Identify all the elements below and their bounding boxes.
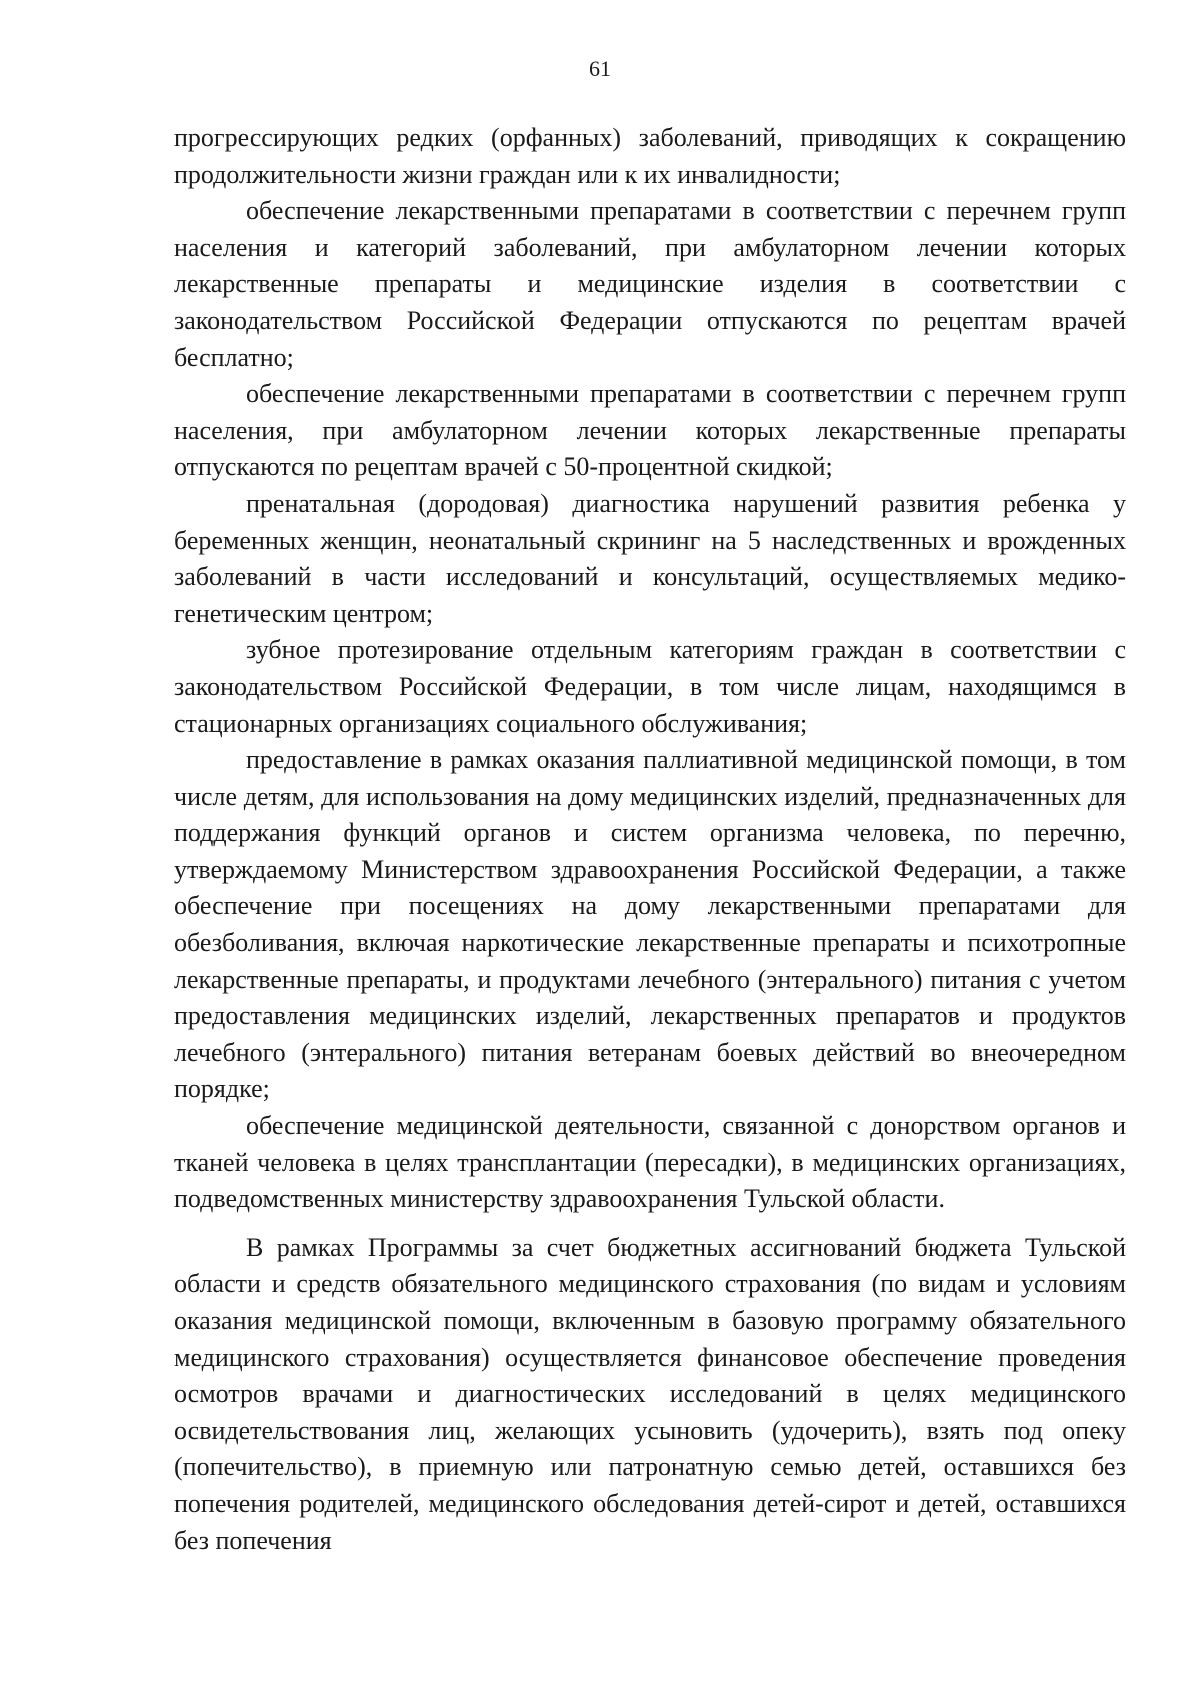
page-number: 61: [589, 56, 611, 81]
paragraph-palliative-care: предоставление в рамках оказания паллиативной медицинской помощи, в том числе детям, для использования на дому медицинских изделий, предназначенных для поддержания функций органов и систем организма человека, по перечню, утверждаемому Министерством здравоохранения Российской Федерации, а также обеспечение при посещениях на дому лекарственными препаратами для обезболивания, включая наркотические лекарственные препараты и психотропные лекарственные препараты, и продуктами лечебного (энтерального) питания с учетом предоставления медицинских изделий, лекарственных препаратов и продуктов лечебного (энтерального) питания ветеранам боевых действий во внеочередном порядке;: [174, 745, 1126, 1104]
paragraph-prenatal-diagnostics: пренатальная (дородовая) диагностика нарушений развития ребенка у беременных женщин, неонатальный скрининг на 5 наследственных и врожденных заболеваний в части исследований и консультаций, осуществляемых медико-генетическим центром;: [174, 488, 1126, 628]
paragraph-organ-donation: обеспечение медицинской деятельности, связанной с донорством органов и тканей человека в целях трансплантации (пересадки), в медицинских организациях, подведомственных министерству здравоохранения Тульской области.: [174, 1111, 1126, 1214]
paragraph-orphan-diseases-continuation: прогрессирующих редких (орфанных) заболеваний, приводящих к сокращению продолжительности жизни граждан или к их инвалидности;: [174, 123, 1126, 189]
paragraph-dental-prosthetics: зубное протезирование отдельным категориям граждан в соответствии с законодательством Российской Федерации, в том числе лицам, находящимся в стационарных организациях социального обслуживания;: [174, 635, 1126, 738]
document-body: [174, 120, 1126, 1559]
paragraph-program-financing: В рамках Программы за счет бюджетных ассигнований бюджета Тульской области и средств обязательного медицинского страхования (по видам и условиям оказания медицинской помощи, включенным в базовую программу обязательного медицинского страхования) осуществляется финансовое обеспечение проведения осмотров врачами и диагностических исследований в целях медицинского освидетельствования лиц, желающих усыновить (удочерить), взять под опеку (попечительство), в приемную или патронатную семью детей, оставшихся без попечения родителей, медицинского обследования детей-сирот и детей, оставшихся без попечения: [174, 1232, 1126, 1555]
paragraph-free-medicines: обеспечение лекарственными препаратами в соответствии с перечнем групп населения и категорий заболеваний, при амбулаторном лечении которых лекарственные препараты и медицинские изделия в соответствии с законодательством Российской Федерации отпускаются по рецептам врачей бесплатно;: [174, 196, 1126, 372]
paragraph-discount-medicines: обеспечение лекарственными препаратами в соответствии с перечнем групп населения, при амбулаторном лечении которых лекарственные препараты отпускаются по рецептам врачей с 50-процентной скидкой;: [174, 379, 1126, 482]
